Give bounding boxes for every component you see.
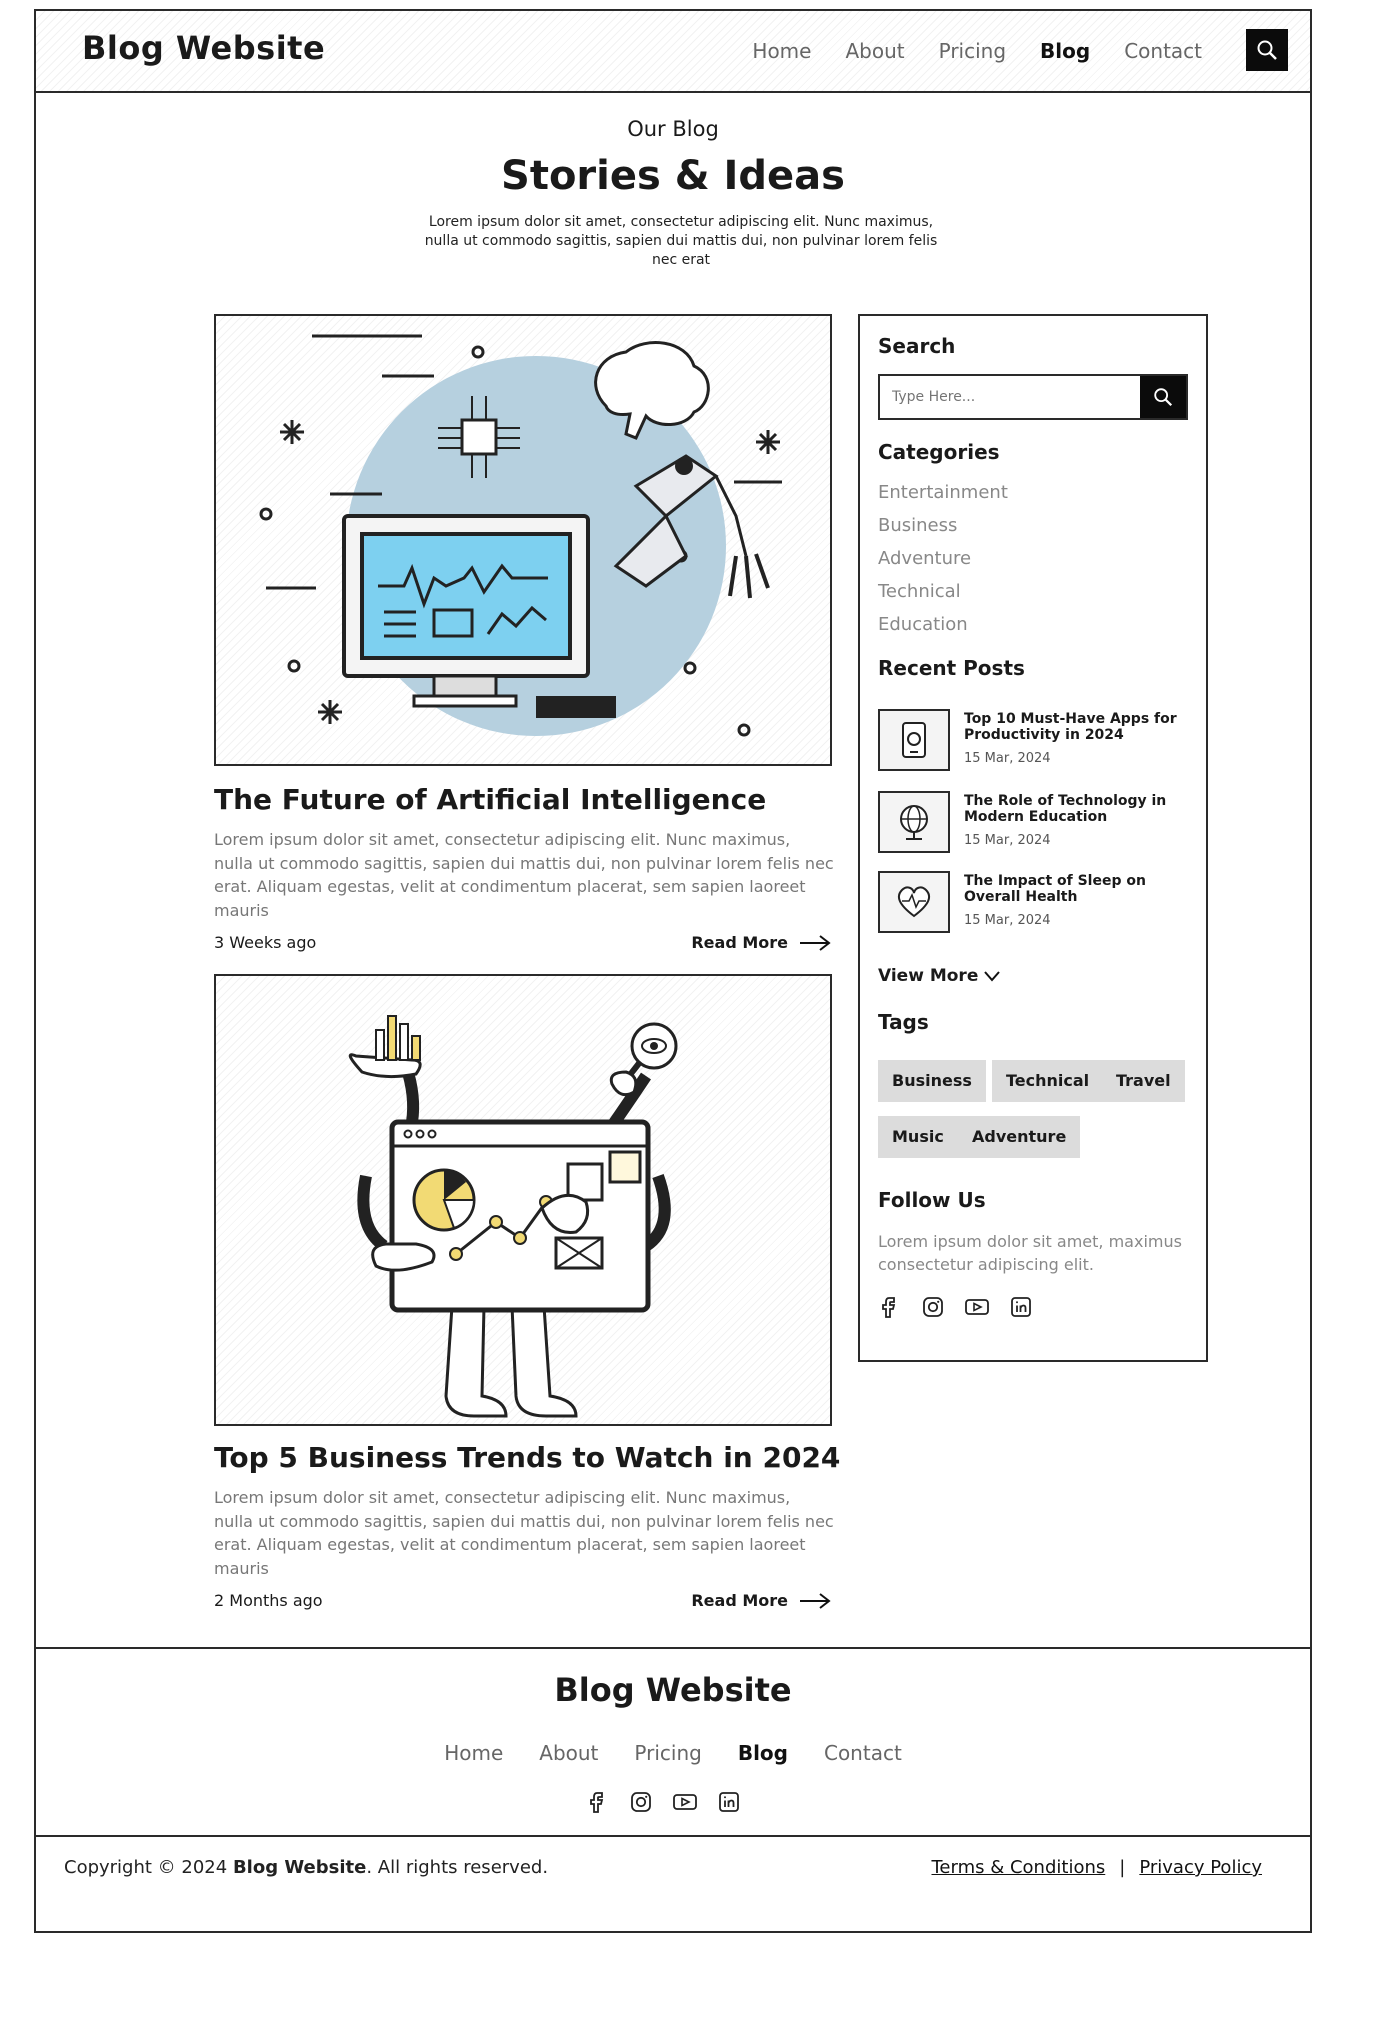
- post-image-business[interactable]: [214, 974, 832, 1426]
- post-meta-business: [214, 1591, 832, 1610]
- phone-icon: [897, 719, 931, 761]
- facebook-icon[interactable]: [876, 1294, 902, 1320]
- privacy-link[interactable]: Privacy Policy: [1139, 1857, 1262, 1878]
- category-education[interactable]: Education: [878, 614, 968, 635]
- arrow-right-icon: [798, 934, 832, 952]
- legal-separator: |: [1119, 1857, 1126, 1878]
- read-more-link[interactable]: [691, 933, 832, 952]
- copyright-brand: Blog Website: [232, 1857, 367, 1878]
- sidebar: [858, 314, 1208, 1362]
- category-technical[interactable]: Technical: [878, 581, 961, 602]
- recent-post[interactable]: [878, 791, 1188, 853]
- site-footer: [36, 1647, 1310, 1837]
- linkedin-icon[interactable]: [716, 1789, 742, 1815]
- recent-post-title: Top 10 Must-Have Apps for Productivity in 2024: [964, 711, 1177, 743]
- follow-heading: Follow Us: [878, 1188, 986, 1212]
- recent-post-title: The Impact of Sleep on Overall Health: [964, 873, 1146, 905]
- read-more-link[interactable]: [691, 1591, 832, 1610]
- tag-business[interactable]: Business: [878, 1060, 986, 1102]
- recent-posts-heading: Recent Posts: [878, 656, 1025, 680]
- youtube-icon[interactable]: [964, 1294, 990, 1320]
- nav-about[interactable]: About: [845, 39, 905, 63]
- copyright-text: [64, 1857, 548, 1878]
- follow-text: Lorem ipsum dolor sit amet, maximus consectetur adipiscing elit.: [878, 1232, 1182, 1274]
- intro-text: Lorem ipsum dolor sit amet, consectetur adipiscing elit. Nunc maximus, nulla ut commodo sagittis, sapien dui mattis dui, non pulvinar lorem felis nec erat: [424, 214, 938, 268]
- legal-links: [931, 1857, 1262, 1878]
- post-title-business[interactable]: Top 5 Business Trends to Watch in 2024: [214, 1441, 841, 1474]
- search-icon: [1152, 386, 1174, 408]
- nav-contact[interactable]: Contact: [1124, 39, 1202, 63]
- footer-socials: [584, 1789, 742, 1815]
- categories-heading: Categories: [878, 440, 1000, 464]
- youtube-icon[interactable]: [672, 1789, 698, 1815]
- tag-adventure[interactable]: Adventure: [958, 1116, 1080, 1158]
- copyright-prefix: Copyright © 2024: [64, 1857, 233, 1878]
- sidebar-socials: [876, 1294, 1034, 1320]
- recent-post-date: 15 Mar, 2024: [964, 751, 1051, 766]
- view-more-link[interactable]: [878, 966, 1000, 986]
- copyright-suffix: . All rights reserved.: [366, 1857, 549, 1878]
- post-title-ai[interactable]: The Future of Artificial Intelligence: [214, 783, 767, 816]
- terms-link[interactable]: Terms & Conditions: [931, 1857, 1106, 1878]
- view-more-label: View More: [878, 966, 979, 986]
- sidebar-search-button[interactable]: [1140, 376, 1186, 418]
- footer-nav-home[interactable]: Home: [444, 1741, 504, 1765]
- read-more-label: Read More: [691, 933, 788, 952]
- ai-illustration: [216, 316, 830, 764]
- footer-logo[interactable]: Blog Website: [554, 1671, 792, 1709]
- recent-post-date: 15 Mar, 2024: [964, 913, 1051, 928]
- category-business[interactable]: Business: [878, 515, 958, 536]
- category-adventure[interactable]: Adventure: [878, 548, 972, 569]
- post-time: 2 Months ago: [214, 1591, 323, 1610]
- footer-nav-contact[interactable]: Contact: [823, 1741, 902, 1765]
- footer-nav-blog[interactable]: Blog: [737, 1741, 788, 1765]
- intro-title: Stories & Ideas: [501, 153, 845, 199]
- instagram-icon[interactable]: [628, 1789, 654, 1815]
- footer-nav: [36, 1741, 1310, 1765]
- intro-subtitle: Our Blog: [627, 117, 719, 141]
- site-header: [36, 11, 1310, 93]
- nav-home[interactable]: Home: [752, 39, 812, 63]
- category-entertainment[interactable]: Entertainment: [878, 482, 1008, 503]
- recent-post-thumb: [878, 871, 950, 933]
- page-frame: [34, 9, 1312, 1933]
- post-meta-ai: [214, 933, 832, 952]
- business-illustration: [216, 976, 830, 1424]
- recent-post-thumb: [878, 709, 950, 771]
- site-logo[interactable]: Blog Website: [82, 29, 326, 67]
- post-image-ai[interactable]: [214, 314, 832, 766]
- tag-music[interactable]: Music: [878, 1116, 958, 1158]
- read-more-label: Read More: [691, 1591, 788, 1610]
- search-input[interactable]: [880, 376, 1140, 418]
- main-nav: [752, 39, 1202, 63]
- nav-pricing[interactable]: Pricing: [938, 39, 1007, 63]
- instagram-icon[interactable]: [920, 1294, 946, 1320]
- footer-nav-about[interactable]: About: [539, 1741, 599, 1765]
- linkedin-icon[interactable]: [1008, 1294, 1034, 1320]
- arrow-right-icon: [798, 1592, 832, 1610]
- recent-post-thumb: [878, 791, 950, 853]
- tag-travel[interactable]: Travel: [1102, 1060, 1185, 1102]
- recent-post[interactable]: [878, 871, 1188, 933]
- heart-icon: [894, 884, 934, 920]
- tags-heading: Tags: [878, 1010, 929, 1034]
- sidebar-search: [878, 374, 1188, 420]
- footer-nav-pricing[interactable]: Pricing: [634, 1741, 702, 1765]
- post-time: 3 Weeks ago: [214, 933, 317, 952]
- nav-blog[interactable]: Blog: [1040, 39, 1091, 63]
- search-heading: Search: [878, 334, 956, 358]
- header-search-button[interactable]: [1246, 29, 1288, 71]
- search-icon: [1255, 38, 1279, 62]
- chevron-down-icon: [984, 970, 1000, 982]
- facebook-icon[interactable]: [584, 1789, 610, 1815]
- tag-technical[interactable]: Technical: [992, 1060, 1103, 1102]
- globe-icon: [894, 801, 934, 843]
- recent-post-title: The Role of Technology in Modern Education: [964, 793, 1167, 825]
- post-excerpt-business: Lorem ipsum dolor sit amet, consectetur adipiscing elit. Nunc maximus, nulla ut commodo sagittis, sapien dui mattis dui, non pulvinar lorem felis nec erat. Aliquam egestas, velit at condimentum placerat, sem sapien laoreet mauris: [214, 1488, 834, 1578]
- recent-post[interactable]: [878, 709, 1188, 771]
- post-excerpt-ai: Lorem ipsum dolor sit amet, consectetur adipiscing elit. Nunc maximus, nulla ut commodo sagittis, sapien dui mattis dui, non pulvinar lorem felis nec erat. Aliquam egestas, velit at condimentum placerat, sem sapien laoreet mauris: [214, 830, 834, 920]
- recent-post-date: 15 Mar, 2024: [964, 833, 1051, 848]
